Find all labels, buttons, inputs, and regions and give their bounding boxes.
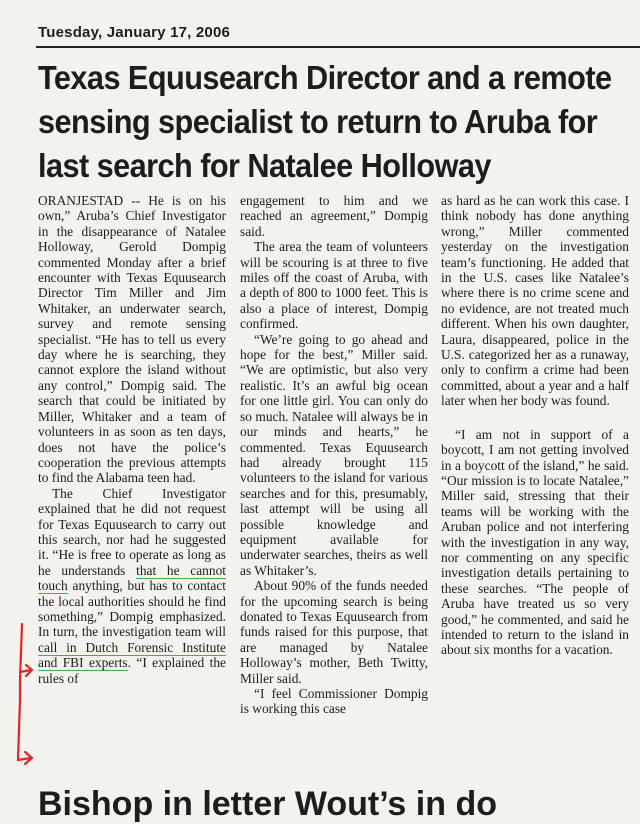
article-column-1 [38, 193, 226, 686]
paragraph: “I am not in support of a boycott, I am not getting involved in a boycott of the island,” he said. “Our mission is to locate Natalee,” Miller said, stressing that their teams will be working with the Aruban police and not interfering with the investigation in any way, nor commenting on any specific investigation details pertaining to these searches. “The people of Aruba have treated us so very good,” he commented, and said he intended to return to the island in about six months for a vacation. [441, 426, 629, 658]
paragraph: as hard as he can work this case. I think nobody has done anything wrong,” Miller commented yesterday on the investigation team’s functioning. He added that in the U.S. cases like Natalee’s where there is no crime scene and no evidence, are not treated much different. When his own daughter, Laura, disappeared, police in the U.S. categorized her as a runaway, only to confirm a crime had been committed, about a year and a half later when her body was found. [441, 193, 629, 409]
headline-line-2: sensing specialist to return to Aruba for [38, 103, 598, 140]
paragraph: ORANJESTAD -- He is on his own,” Aruba’s Chief Investigator in the disappearance of Natalee Holloway, Gerold Dompig commented Monday after a brief encounter with Texas Equusearch Director Tim Miller and Jim Whitaker, an underwater search, survey and remote sensing specialist. “He has to tell us every day where he is searching, they cannot explore the island without any control,” Dompig said. The search that could be initiated by Miller, Whitaker and a team of volunteers in as soon as ten days, does not have the police’s cooperation the previous attempts to find the Alabama teen had. [38, 193, 226, 486]
paragraph: “I feel Commissioner Dompig is working this case [240, 686, 428, 717]
header-rule [36, 46, 640, 48]
paragraph: About 90% of the funds needed for the upcoming search is being donated to Texas Equusearch from funds raised for this purpose, that are managed by Natalee Holloway’s mother, Beth Twitty, Miller said. [240, 578, 428, 686]
article-body [38, 193, 634, 793]
dateline: Tuesday, January 17, 2006 [38, 24, 231, 41]
headline-line-3: last search for Natalee Holloway [38, 147, 491, 184]
headline-line-1: Texas Equusearch Director and a remote [38, 59, 612, 96]
article-column-3 [441, 193, 629, 658]
red-bracket-annotation [4, 620, 36, 770]
paragraph: The area the team of volunteers will be scouring is at three to five miles off the coast of Aruba, with a depth of 800 to 1000 feet. This is also a place of interest, Dompig confirmed. [240, 239, 428, 332]
text-run: anything, but has to contact the local authorities should he find something,” Dompig emphasized. In turn, the investigation team will [38, 578, 226, 640]
next-article-headline: Bishop in letter Wout’s in do [38, 785, 497, 823]
headline [38, 56, 612, 188]
paragraph: “We’re going to go ahead and hope for the best,” Miller said. “We are optimistic, but also very realistic. It’s an awful big ocean for one little girl. You can only do so much. Natalee will always be in our minds and hearts,” he commented. Texas Equusearch had already brought 115 volunteers to the island for various searches and for this, presumably, last attempt will be using all possible knowledge and equipment available for underwater searches, theirs as well as Whitaker’s. [240, 331, 428, 578]
article-column-2 [240, 193, 428, 717]
highlighted-phrase-experts: call in Dutch Forensic Institute and FBI experts [38, 639, 226, 671]
text-run: The Chief Investigator explained that he did not request for Texas Equusearch to carry out this search, nor had he suggested it. “He is free to operate as long as he understands [38, 485, 226, 578]
paragraph [38, 486, 226, 686]
highlighted-phrase-touch: that he cannot touch [38, 562, 226, 594]
paragraph: engagement to him and we reached an agreement,” Dompig said. [240, 193, 428, 239]
text-run: . “I explained the rules of [38, 655, 226, 686]
